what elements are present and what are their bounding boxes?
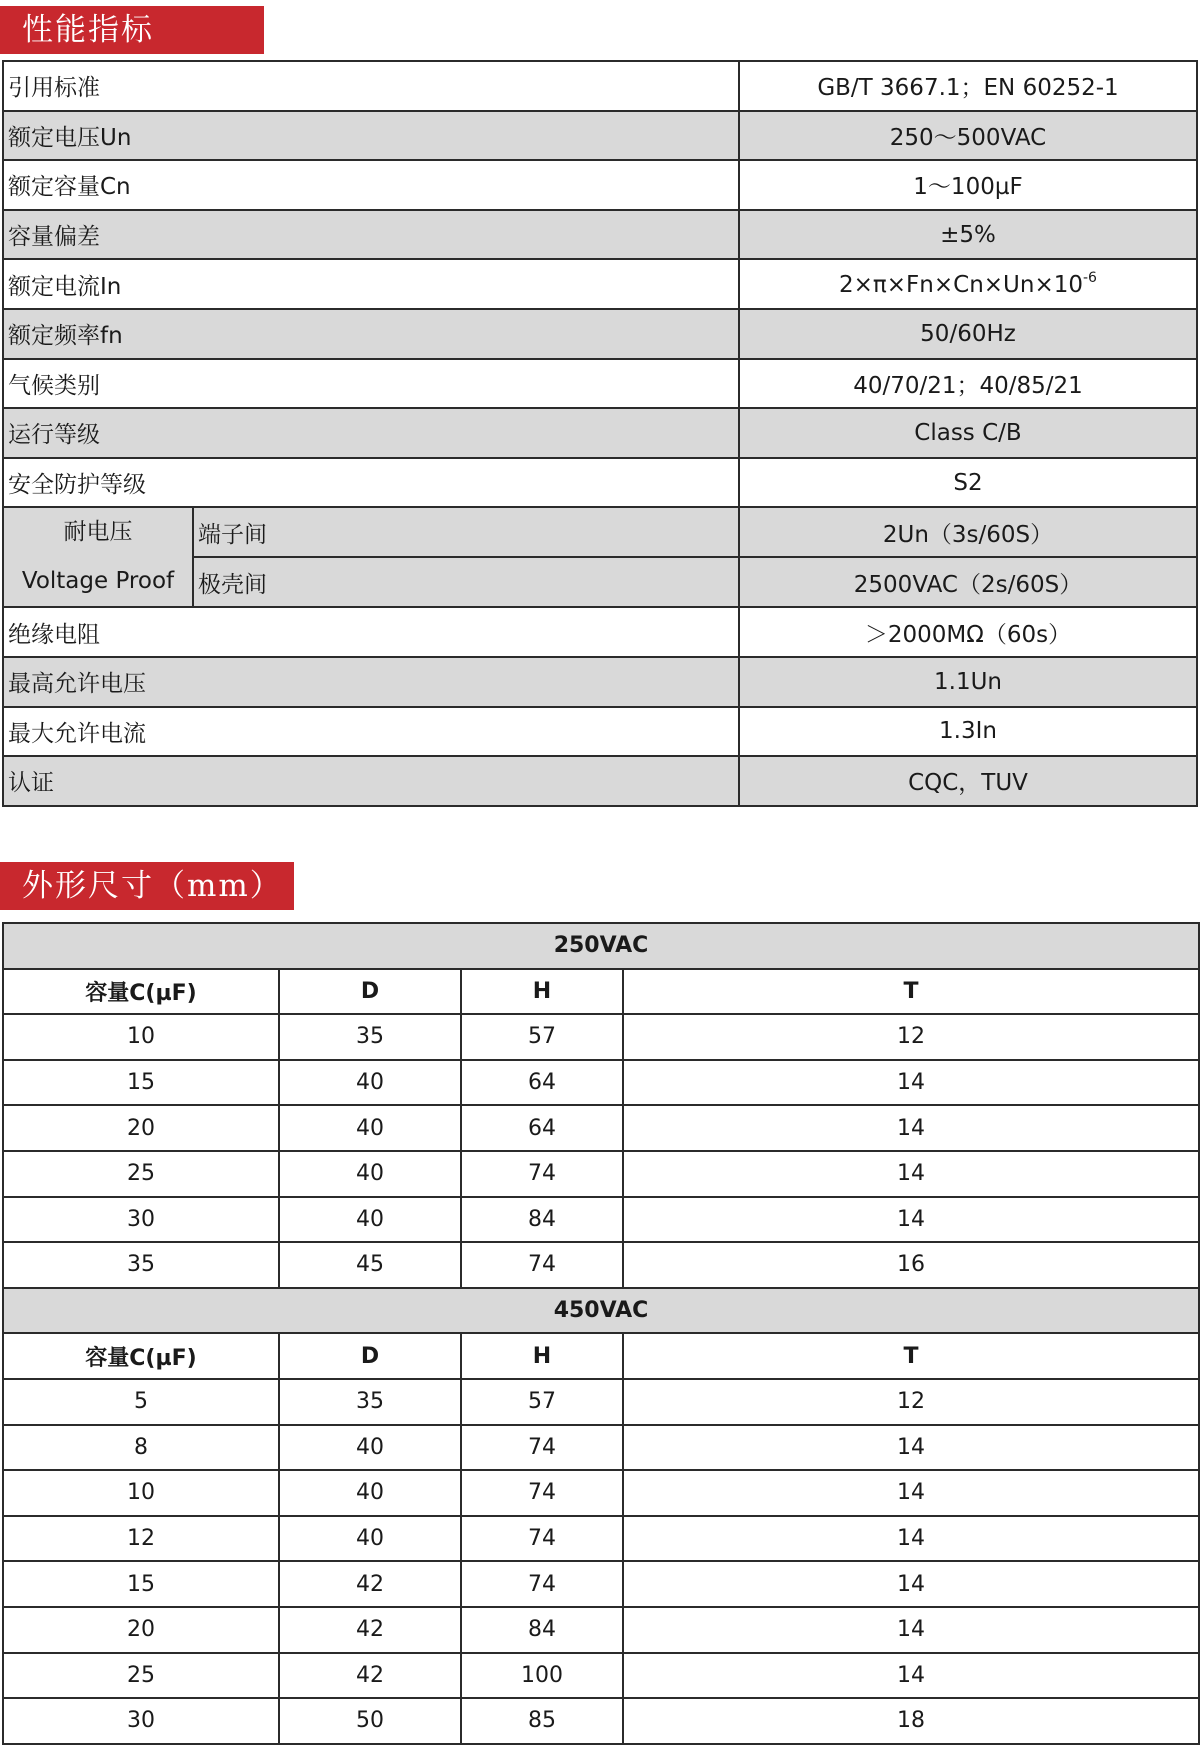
table-row — [3, 607, 1197, 657]
table-cell: 18 — [623, 1698, 1199, 1744]
spec-label: 认证 — [3, 756, 739, 806]
table-cell: 5 — [3, 1379, 279, 1425]
dimensions-table — [2, 922, 1200, 1745]
table-cell: 12 — [623, 1014, 1199, 1060]
table-cell: 15 — [3, 1060, 279, 1106]
spec-value: ＞2000MΩ（60s） — [739, 607, 1197, 657]
table-cell: 74 — [461, 1242, 623, 1288]
table-cell: 20 — [3, 1607, 279, 1653]
table-row — [3, 458, 1197, 508]
spec-label: 额定频率fn — [3, 309, 739, 359]
table-row — [3, 1197, 1199, 1243]
table-cell: 35 — [3, 1242, 279, 1288]
table-cell: 40 — [279, 1060, 461, 1106]
table-cell: 85 — [461, 1698, 623, 1744]
table-row — [3, 1561, 1199, 1607]
spec-value: 1.3In — [739, 707, 1197, 757]
spec-value: 1.1Un — [739, 657, 1197, 707]
spec-label: 引用标准 — [3, 61, 739, 111]
spec-value: 40/70/21；40/85/21 — [739, 359, 1197, 409]
formula-exponent: -6 — [1083, 270, 1097, 287]
column-header: H — [461, 1333, 623, 1379]
spec-table — [2, 60, 1198, 807]
column-header: T — [623, 1333, 1199, 1379]
table-cell: 12 — [623, 1379, 1199, 1425]
spec-label: 安全防护等级 — [3, 458, 739, 508]
table-row — [3, 259, 1197, 309]
table-cell: 8 — [3, 1425, 279, 1471]
spec-label: 额定容量Cn — [3, 160, 739, 210]
spec-label: 绝缘电阻 — [3, 607, 739, 657]
spec-label: 极壳间 — [193, 557, 739, 607]
table-cell: 14 — [623, 1105, 1199, 1151]
table-row — [3, 1607, 1199, 1653]
voltage-proof-label-cn: 耐电压 — [63, 519, 133, 546]
table-cell: 42 — [279, 1561, 461, 1607]
table-cell: 57 — [461, 1014, 623, 1060]
table-cell: 15 — [3, 1561, 279, 1607]
voltage-band: 450VAC — [3, 1288, 1199, 1334]
table-cell: 14 — [623, 1151, 1199, 1197]
table-cell: 30 — [3, 1698, 279, 1744]
table-cell: 40 — [279, 1516, 461, 1562]
spec-value: 2500VAC（2s/60S） — [739, 557, 1197, 607]
spec-label: 最高允许电压 — [3, 657, 739, 707]
table-row — [3, 408, 1197, 458]
table-cell: 14 — [623, 1653, 1199, 1699]
spec-value: 50/60Hz — [739, 309, 1197, 359]
table-row — [3, 1014, 1199, 1060]
table-row — [3, 1516, 1199, 1562]
voltage-band-row — [3, 1288, 1199, 1334]
table-cell: 14 — [623, 1516, 1199, 1562]
column-header: H — [461, 969, 623, 1015]
spec-value: GB/T 3667.1；EN 60252-1 — [739, 61, 1197, 111]
table-cell: 14 — [623, 1470, 1199, 1516]
column-header: D — [279, 969, 461, 1015]
spec-label: 气候类别 — [3, 359, 739, 409]
table-row — [3, 309, 1197, 359]
spec-label: 额定电流In — [3, 259, 739, 309]
specs-section-title: 性能指标 — [0, 6, 264, 54]
table-row — [3, 1698, 1199, 1744]
table-row — [3, 1242, 1199, 1288]
table-cell: 30 — [3, 1197, 279, 1243]
table-cell: 40 — [279, 1105, 461, 1151]
table-cell: 14 — [623, 1561, 1199, 1607]
voltage-proof-group — [3, 507, 193, 607]
table-cell: 14 — [623, 1607, 1199, 1653]
table-cell: 50 — [279, 1698, 461, 1744]
table-row — [3, 61, 1197, 111]
header-row — [3, 969, 1199, 1015]
table-cell: 25 — [3, 1653, 279, 1699]
table-cell: 40 — [279, 1470, 461, 1516]
table-cell: 45 — [279, 1242, 461, 1288]
voltage-band: 250VAC — [3, 923, 1199, 969]
spec-label: 容量偏差 — [3, 210, 739, 260]
header-row — [3, 1333, 1199, 1379]
table-cell: 84 — [461, 1607, 623, 1653]
dimensions-section-title: 外形尺寸（mm） — [0, 862, 294, 910]
spec-label: 运行等级 — [3, 408, 739, 458]
current-formula: 2×π×Fn×Cn×Un×10 — [839, 272, 1083, 299]
table-cell: 35 — [279, 1379, 461, 1425]
table-row — [3, 1470, 1199, 1516]
table-row — [3, 756, 1197, 806]
column-header: T — [623, 969, 1199, 1015]
table-row — [3, 359, 1197, 409]
table-cell: 14 — [623, 1197, 1199, 1243]
table-cell: 10 — [3, 1014, 279, 1060]
spec-value: Class C/B — [739, 408, 1197, 458]
table-cell: 12 — [3, 1516, 279, 1562]
column-header: 容量C(µF) — [3, 1333, 279, 1379]
table-row — [3, 160, 1197, 210]
table-row — [3, 1653, 1199, 1699]
table-row — [3, 1060, 1199, 1106]
table-cell: 74 — [461, 1516, 623, 1562]
table-cell: 42 — [279, 1607, 461, 1653]
table-cell: 10 — [3, 1470, 279, 1516]
spec-value: 250～500VAC — [739, 111, 1197, 161]
table-row — [3, 1379, 1199, 1425]
table-cell: 64 — [461, 1060, 623, 1106]
column-header: 容量C(µF) — [3, 969, 279, 1015]
table-row — [3, 1105, 1199, 1151]
table-cell: 64 — [461, 1105, 623, 1151]
spec-value — [739, 259, 1197, 309]
table-row — [3, 111, 1197, 161]
table-row — [3, 1425, 1199, 1471]
spec-value: CQC，TUV — [739, 756, 1197, 806]
table-row — [3, 210, 1197, 260]
table-row — [3, 657, 1197, 707]
spec-label: 额定电压Un — [3, 111, 739, 161]
spec-value: ±5% — [739, 210, 1197, 260]
voltage-band-row — [3, 923, 1199, 969]
table-cell: 57 — [461, 1379, 623, 1425]
table-cell: 84 — [461, 1197, 623, 1243]
table-cell: 42 — [279, 1653, 461, 1699]
table-row — [3, 507, 1197, 557]
table-cell: 74 — [461, 1470, 623, 1516]
table-cell: 74 — [461, 1151, 623, 1197]
table-cell: 40 — [279, 1197, 461, 1243]
spec-value: 2Un（3s/60S） — [739, 507, 1197, 557]
table-cell: 16 — [623, 1242, 1199, 1288]
column-header: D — [279, 1333, 461, 1379]
voltage-proof-label-en: Voltage Proof — [21, 568, 175, 595]
table-cell: 40 — [279, 1425, 461, 1471]
table-cell: 35 — [279, 1014, 461, 1060]
table-cell: 14 — [623, 1425, 1199, 1471]
table-row — [3, 707, 1197, 757]
spec-label: 最大允许电流 — [3, 707, 739, 757]
spec-label: 端子间 — [193, 507, 739, 557]
table-cell: 14 — [623, 1060, 1199, 1106]
table-cell: 25 — [3, 1151, 279, 1197]
table-cell: 74 — [461, 1561, 623, 1607]
spec-value: 1～100µF — [739, 160, 1197, 210]
spec-value: S2 — [739, 458, 1197, 508]
table-cell: 74 — [461, 1425, 623, 1471]
table-row — [3, 1151, 1199, 1197]
table-cell: 100 — [461, 1653, 623, 1699]
table-cell: 20 — [3, 1105, 279, 1151]
table-cell: 40 — [279, 1151, 461, 1197]
